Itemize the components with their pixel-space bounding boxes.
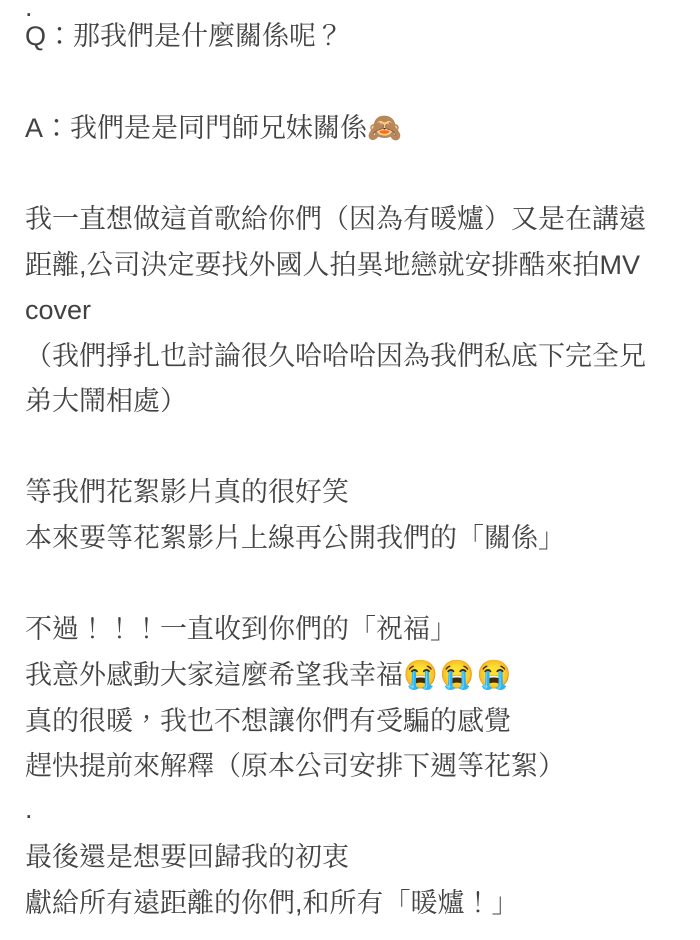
paragraph-final-line-2: 獻給所有遠距離的你們,和所有「暖爐！」 bbox=[25, 887, 519, 918]
separator-dot-top bbox=[25, 0, 682, 22]
answer-line bbox=[25, 105, 682, 152]
paragraph-mv-line-5: 弟大鬧相處） bbox=[25, 386, 187, 416]
blank-line bbox=[25, 425, 682, 471]
blank-line bbox=[25, 60, 682, 106]
blank-line bbox=[25, 152, 682, 198]
paragraph-bts bbox=[25, 470, 682, 561]
separator-dot-glyph: . bbox=[25, 0, 33, 22]
paragraph-mv-line-1: 我一直想做這首歌給你們（因為有暖爐）又是在講遠 bbox=[25, 204, 646, 234]
question-line: Q：那我們是什麼關係呢？ bbox=[25, 21, 344, 51]
separator-dot-glyph: . bbox=[25, 793, 33, 824]
separator-dot-bottom bbox=[25, 790, 682, 836]
paragraph-bts-line-2: 本來要等花絮影片上線再公開我們的「關係」 bbox=[25, 522, 565, 553]
paragraph-blessing bbox=[25, 607, 682, 790]
paragraph-blessing-line-2-text: 我意外感動大家這麼希望我幸福 bbox=[25, 660, 403, 690]
paragraph-mv-line-2: 距離,公司決定要找外國人拍異地戀就安排酷來拍MV bbox=[25, 249, 641, 280]
paragraph-final bbox=[25, 835, 682, 926]
paragraph-blessing-line-2 bbox=[25, 652, 682, 699]
paragraph-blessing-line-1: 不過！！！一直收到你們的「祝福」 bbox=[25, 613, 457, 644]
answer-text: A：我們是是同門師兄妹關係 bbox=[25, 113, 368, 143]
paragraph-blessing-line-3: 真的很暖，我也不想讓你們有受騙的感覺 bbox=[25, 705, 511, 736]
paragraph-bts-line-1: 等我們花絮影片真的很好笑 bbox=[25, 477, 349, 507]
blank-line bbox=[25, 561, 682, 607]
paragraph-mv-line-3: cover bbox=[25, 295, 92, 325]
paragraph-final-line-1: 最後還是想要回歸我的初衷 bbox=[25, 842, 349, 872]
loudly-crying-emoji-group: 😭😭😭 bbox=[403, 659, 514, 690]
see-no-evil-monkey-emoji: 🙈 bbox=[367, 112, 404, 143]
paragraph-mv-line-4: （我們掙扎也討論很久哈哈哈因為我們私底下完全兄 bbox=[25, 340, 646, 371]
paragraph-mv bbox=[25, 197, 682, 425]
paragraph-blessing-line-4: 趕快提前來解釋（原本公司安排下週等花絮） bbox=[25, 751, 565, 781]
